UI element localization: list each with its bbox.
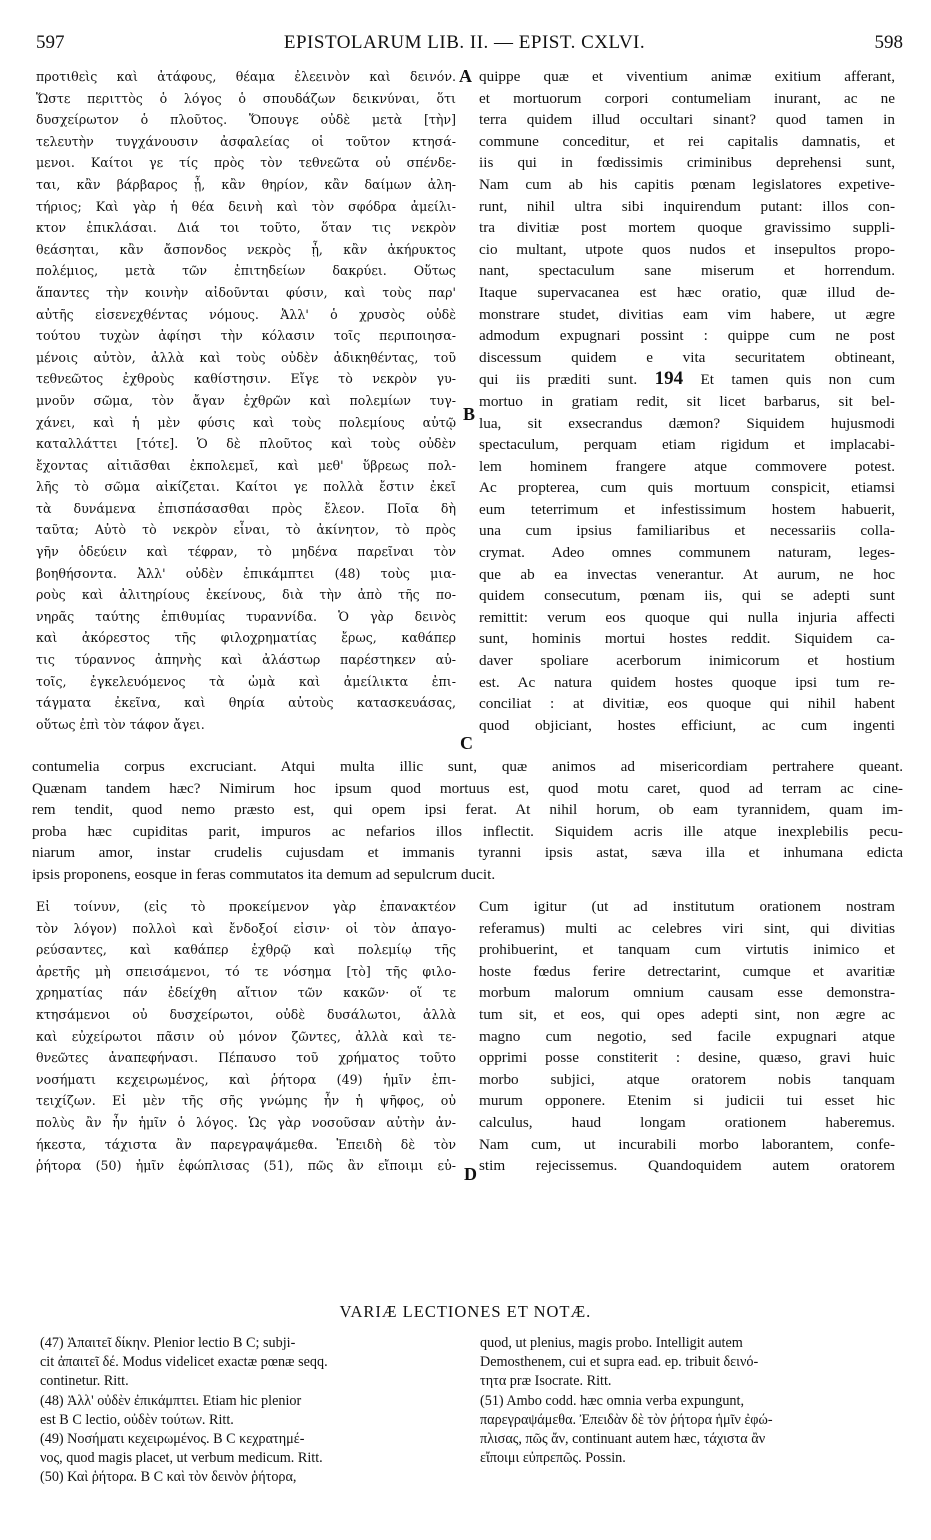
latin-line: morbo subjici, atque oratorem nobis tanquam	[479, 1070, 895, 1088]
note-line: (47) Ἀπαιτεῖ δίκην. Plenior lectio B C; subji-	[40, 1335, 296, 1351]
latin-line: tra divitiæ post mortem quoque gravissimo suppli-	[479, 219, 895, 237]
note-line: est B C lectio, οὐδὲν τούτων. Ritt.	[40, 1411, 234, 1428]
latin-line: prohibuerint, et tanquam cum virtutis inimico et	[479, 941, 895, 959]
latin-line: Cum igitur (ut ad institutum orationem nostram	[479, 898, 895, 915]
greek-line: μένοις αὐτὸν, ἀλλὰ καὶ τοὺς οὐδὲν ἀδικηθέντας, τοῦ	[36, 349, 456, 365]
latin-line: et mortuorum corpori contumeliam inurant, ac ne	[479, 89, 895, 107]
latin-line: cio multant, utpote quos nudos et insepultos propo-	[479, 240, 895, 258]
notes-title: VARIÆ LECTIONES ET NOTÆ.	[339, 1302, 592, 1321]
page-number-right: 598	[874, 32, 903, 53]
greek-line: ἀρετῆς μὴ σπεισάμενοι, τό τε νόσημα [τὸ] τῆς φιλο-	[36, 963, 456, 979]
latin-line: Nam cum, ut incurabili morbo laborantem, confe-	[479, 1135, 895, 1153]
margin-marker-b: B	[463, 404, 476, 424]
greek-line: πολέμιος, μετὰ τῶν ἐπιτηδείων δακρύει. Οὕτως	[36, 263, 456, 279]
note-line: continetur. Ritt.	[40, 1373, 129, 1390]
note-line: quod, ut plenius, magis probo. Intelligit autem	[480, 1335, 743, 1351]
note-line: Demosthenem, cui et supra ead. ep. tribuit δεινό-	[480, 1354, 759, 1371]
latin-line: remittit: verum eos quoque qui nulla injuria affecti	[479, 608, 895, 626]
latin-line: morbum malorum omnium causam esse demonstra-	[479, 984, 895, 1002]
latin-line: lem hominem frangere atque commovere potest.	[479, 457, 895, 475]
latin-line: Nam cum ab his capitis pœnam legislatores expetive-	[479, 175, 895, 193]
notes-column-right	[480, 1334, 900, 1468]
latin-full-width-paragraph	[32, 756, 903, 886]
latin-line: stim rejecissemus. Quandoquidem autem oratorem	[479, 1157, 895, 1175]
greek-line: ρεύσαντες, καὶ καθάπερ ἐχθρῷ καὶ πολεμίῳ τῆς	[36, 942, 456, 958]
latin-line: Itaque supervacanea est hæc oratio, quæ illud de-	[479, 283, 895, 301]
latin-line: quidem consecutum, pœnam iis, qui se adepti sunt	[479, 587, 895, 605]
greek-line: νοσήματι κεχειρωμένος, καὶ ῥήτορα (49) ἡμῖν ἐπι-	[36, 1071, 456, 1087]
note-line: (48) Ἀλλ' οὐδὲν ἐπικάμπτει. Etiam hic plenior	[40, 1392, 302, 1409]
notes-column-left	[40, 1334, 460, 1488]
latin-line: tum sit, et eos, qui opes adepti sint, non ægre ac	[479, 1005, 895, 1023]
note-line: (49) Νοσήματι κεχειρωμένος. B C κεχρατημέ-	[40, 1431, 305, 1448]
greek-line: αὐτῆς εἰσενεχθέντας νόμους. Ἀλλ' ὁ χρυσὸς οὐδὲ	[36, 306, 456, 322]
latin-line: discessum quidem e vita securitatem obtineant,	[479, 348, 895, 366]
latin-line: mortuo in gratiam redit, sit licet barbarus, sit bel-	[479, 392, 895, 410]
latin-line: calculus, haud longam orationem haberemus.	[479, 1113, 895, 1131]
page-number-left: 597	[36, 32, 65, 53]
latin-line: admodum expugnari possint : quippe cum ne post	[479, 327, 895, 345]
greek-line: Εἰ τοίνυν, (εἰς τὸ προκείμενον γὰρ ἐπανακτέον	[36, 899, 456, 914]
greek-column-bottom	[36, 896, 456, 1177]
greek-line: τὰ δυνάμενα ἐπισπάσασθαι πρὸς ἔλεον. Ποῖα δὴ	[36, 500, 456, 516]
greek-line: τεθνεῶτος ἐχθροὺς καθίστησιν. Εἴγε τὸ νεκρὸν γυ-	[36, 371, 456, 387]
latin-line: que ab ea invectas venerantur. At aurum, ne hoc	[479, 565, 895, 583]
latin-line: daver spoliare acerborum inimicorum et hostium	[479, 652, 895, 670]
latin-column-bottom	[479, 896, 895, 1177]
greek-line: κτον ἐπικλάσαι. Διά τοι τοῦτο, ὅταν τις νεκρὸν	[36, 220, 456, 236]
greek-line: μνοῦν σῶμα, τὸν ἄγαν ἐχθρῶν καὶ πολεμίων τυγ-	[36, 392, 456, 408]
latin-full-line: niarum amor, instar crudelis cujusdam et immanis tyranni ipsis astat, sæva illa et inhumana edicta	[32, 844, 903, 862]
latin-line: est. Ac natura quidem hostes quoque ipsi tum re-	[479, 673, 895, 691]
greek-line: τὸν λόγον) πολλοὶ καὶ ἔνδοξοί εἰσιν· οἱ τὸν ἀπαγο-	[36, 920, 456, 936]
greek-line: θνεῶτες ἀναπεφήνασι. Πέπαυσο τοῦ χρήματος τοῦτο	[36, 1050, 456, 1066]
greek-line: οὕτως ἐπὶ τὸν τάφον ἄγει.	[36, 716, 205, 732]
latin-line: iis qui in fœdissimis criminibus deprehensi sunt,	[479, 154, 895, 172]
note-line: παρεγραψάμεθα. Ἐπειδὰν δὲ τὸν ῥήτορα ἡμῖν ἐφώ-	[480, 1411, 773, 1428]
latin-full-line: contumelia corpus excruciant. Atqui multa illic sunt, quæ animos ad misericordiam pertrahere queant.	[32, 758, 903, 775]
latin-line: commune conceditur, et rei capitalis damnatis, et	[479, 132, 895, 150]
latin-line: eum teterrimum et infestissimum hostem habuerit,	[479, 500, 895, 518]
note-line: πλισας, πῶς ἄν, continuant autem hæc, τάχιστα ἂν	[480, 1431, 766, 1448]
greek-line: τούτου τυχὼν ἀφίησι τὴν κόλασιν τοῖς περιποιησα-	[36, 328, 456, 344]
latin-line: quippe quæ et viventium animæ exitium afferant,	[479, 68, 895, 85]
latin-full-line: rem tendit, quod nemo præsto est, qui opem ipsi ferat. At nihil horum, ob eam tyrannidem, quam im-	[32, 801, 903, 819]
greek-line: λῆς τὸ σῶμα αἰκίζεται. Καίτοι γε πολλὰ ἔστιν ἐκεῖ	[36, 479, 456, 495]
latin-full-line: proba hæc cupiditas parit, impuros ac nefarios illos inflectit. Siquidem acris ille atque inexplebilis pecu-	[32, 822, 903, 840]
greek-line: ἔχοντας αἰτιᾶσθαι ἐκπολεμεῖ, καὶ μεθ' ὕβρεως πολ-	[36, 457, 456, 473]
greek-line: κτησάμενοι οὐ δυσχείρωτοι, οὐδὲ δυσάλωτοι, ἀλλὰ	[36, 1006, 456, 1022]
greek-line: τελευτὴν τυγχάνουσιν ἀσφαλείας οἱ τοῦτον κτησά-	[36, 133, 456, 149]
greek-line: ται, κἂν βάρβαρος ᾖ, κἂν θηρίον, κἂν δαίμων ἀλη-	[36, 176, 456, 192]
margin-marker-a: A	[459, 66, 472, 86]
greek-line: τις τύραννος ἀπηνὴς καὶ ἀλάστωρ παρέστηκεν αὐ-	[36, 652, 456, 668]
greek-line: καὶ ἀκόρεστος τῆς φιλοχρηματίας ἔρως, καθάπερ	[36, 630, 456, 646]
latin-line: conciliat : at divitiæ, eos quoque qui nihil habent	[479, 695, 895, 713]
greek-line: τοῖς, ἐγκελευόμενος τὰ ὠμὰ καὶ ἀμείλικτα ἐπι-	[36, 673, 456, 689]
latin-line-with-194: qui iis præditi sunt. 194 Et tamen quis non cum	[479, 368, 895, 390]
running-title: EPISTOLARUM LIB. II. — EPIST. CXLVI.	[283, 32, 646, 53]
latin-line: opprimi posse constiterit : desine, quæso, gravi huic	[479, 1049, 895, 1067]
greek-line: ῥήτορα (50) ἡμῖν ἐφώπλισας (51), πῶς ἂν εἴποιμι εὐ-	[36, 1158, 456, 1174]
greek-line: καταλλάττει [τότε]. Ὁ δὲ πλοῦτος καὶ τοὺς οὐδὲν	[36, 436, 456, 452]
latin-full-line: Quænam tandem hæc? Nimirum hoc ipsum quod mortuus est, quod motu caret, quod ad terram ac cine-	[32, 779, 903, 797]
latin-line: runt, nihil ultra sibi inquirendum putant: illos con-	[479, 197, 895, 215]
greek-line: γῆν ὁδεύειν καὶ τέφραν, τὸ μηδένα παρεῖναι τὸν	[36, 544, 456, 560]
latin-line: referamus) multi ac celebres viri sint, qui divitias	[479, 919, 895, 937]
note-line: εἴποιμι εὐπρεπῶς. Possin.	[480, 1450, 626, 1467]
greek-line: χρηματίας πάν ἐδείχθη αἴτιον τῶν κακῶν· οἵ τε	[36, 985, 456, 1001]
latin-line: nant, spectaculum sane miserum et horrendum.	[479, 262, 895, 280]
greek-line: ταῦτα; Αὐτὸ τὸ νεκρὸν εἶναι, τὸ ἀκίνητον, τὸ πρὸς	[36, 522, 456, 538]
latin-line: una cum ipsius familiaribus et necessariis colla-	[479, 522, 895, 540]
greek-line: Ὥστε περιττὸς ὁ λόγος ὁ σπουδάζων δεικνύναι, ὅτι	[36, 90, 456, 106]
note-line: cit ἀπαιτεῖ δέ. Modus videlicet exactæ pœnæ seqq.	[40, 1354, 328, 1371]
greek-line: πολὺς ἂν ἦν ἡμῖν ὁ λόγος. Ὡς γὰρ νοσοῦσαν αὐτὴν ἀν-	[36, 1114, 456, 1130]
latin-line: magno cum negotio, sed facile expugnari atque	[479, 1027, 895, 1045]
greek-line: ροὺς καὶ ἀλιτηρίους ἐκείνους, διὰ τὴν ἀπὸ τῆς πο-	[36, 587, 456, 603]
latin-line: sunt, hominis mortui hostes reddit. Siquidem ca-	[479, 630, 895, 648]
latin-column-top	[479, 66, 895, 736]
margin-marker-c: C	[460, 733, 473, 753]
greek-line: βοηθήσοντα. Ἀλλ' οὐδὲν ἐπικάμπτει (48) τοὺς μια-	[36, 565, 456, 581]
greek-line: χάνει, καὶ ἡ μὲν φύσις καὶ τοὺς πολεμίους αὐτῷ	[36, 414, 456, 430]
note-line: (51) Ambo codd. hæc omnia verba expungunt,	[480, 1392, 744, 1409]
latin-line: hoste fœdus ferire detrectarint, cumque et avaritiæ	[479, 962, 895, 980]
page-ref-194: 194	[654, 368, 684, 390]
greek-column-top	[36, 66, 456, 735]
greek-line: νηρᾶς ταύτης ἐπιθυμίας τυραννίδα. Ὁ γὰρ δεινὸς	[36, 608, 456, 624]
latin-line: lua, sit exsecrandus dæmon? Siquidem hujusmodi	[479, 414, 895, 432]
greek-line: ἅπαντες τὴν κοινὴν αἰδοῦνται φύσιν, καὶ τοὺς παρ'	[36, 284, 456, 300]
running-header	[26, 28, 903, 56]
note-line: (50) Καὶ ῥήτορα. B C καὶ τὸν δεινὸν ῥήτορα,	[40, 1469, 297, 1486]
greek-line: προτιθεὶς καὶ ἀτάφους, θέαμα ἐλεεινὸν καὶ δεινόν.	[36, 69, 456, 84]
greek-line: τειχίζων. Εἰ μὲν τῆς σῆς γνώμης ἦν ἡ ψῆφος, οὐ	[36, 1093, 456, 1109]
greek-line: τήριος; Καὶ γὰρ ἡ θέα δεινὴ καὶ τὸν σφόδρα ἀμείλι-	[36, 198, 456, 214]
latin-line: spectaculum, perquam etiam rigidum et implacabi-	[479, 436, 895, 454]
latin-line: quod objiciant, hostes efficiunt, ac cum ingenti	[479, 716, 895, 734]
latin-line: crymat. Adeo omnes communem naturam, leges-	[479, 544, 895, 562]
greek-line: δυσχείρωτον ὁ πλοῦτος. Ὅπουγε οὐδὲ μετὰ [τὴν]	[36, 112, 456, 128]
greek-line: θεάσηται, κἂν ἄσπονδος νεκρὸς ᾖ, κἂν ἀκήρυκτος	[36, 241, 456, 257]
greek-line: καὶ εὐχείρωτοι πᾶσιν οὐ μόνον ζῶντες, ἀλλὰ καὶ τε-	[36, 1028, 456, 1044]
greek-line: ήκεστα, τάχιστα ἂν παρεγραψάμεθα. Ἐπειδὴ δὲ τὸν	[36, 1136, 456, 1152]
greek-line: μενοι. Καίτοι γε τίς πρὸς τὸν τεθνεῶτα οὐ σπένδε-	[36, 155, 456, 171]
latin-full-line: ipsis proponens, eosque in feras commutatos ita demum ad sepulcrum ducit.	[32, 865, 496, 883]
note-line: τητα præ Isocrate. Ritt.	[480, 1373, 612, 1390]
latin-line: Ac propterea, cum quis mortuum conspicit, etiamsi	[479, 479, 895, 497]
latin-line: murum opponere. Etenim si judicii tui esset hic	[479, 1092, 895, 1110]
greek-line: τάγματα ἐκεῖνα, καὶ θηρία αὐτοὺς κατασκευάσας,	[36, 695, 456, 711]
margin-marker-d: D	[464, 1164, 477, 1184]
latin-line: terra quidem illud occultari sinant? quod tamen in	[479, 111, 895, 129]
latin-line: monstrare studet, divitias eam vim habere, ut ægre	[479, 305, 895, 323]
note-line: νος, quod magis placet, ut verbum medicum. Ritt.	[40, 1450, 323, 1467]
